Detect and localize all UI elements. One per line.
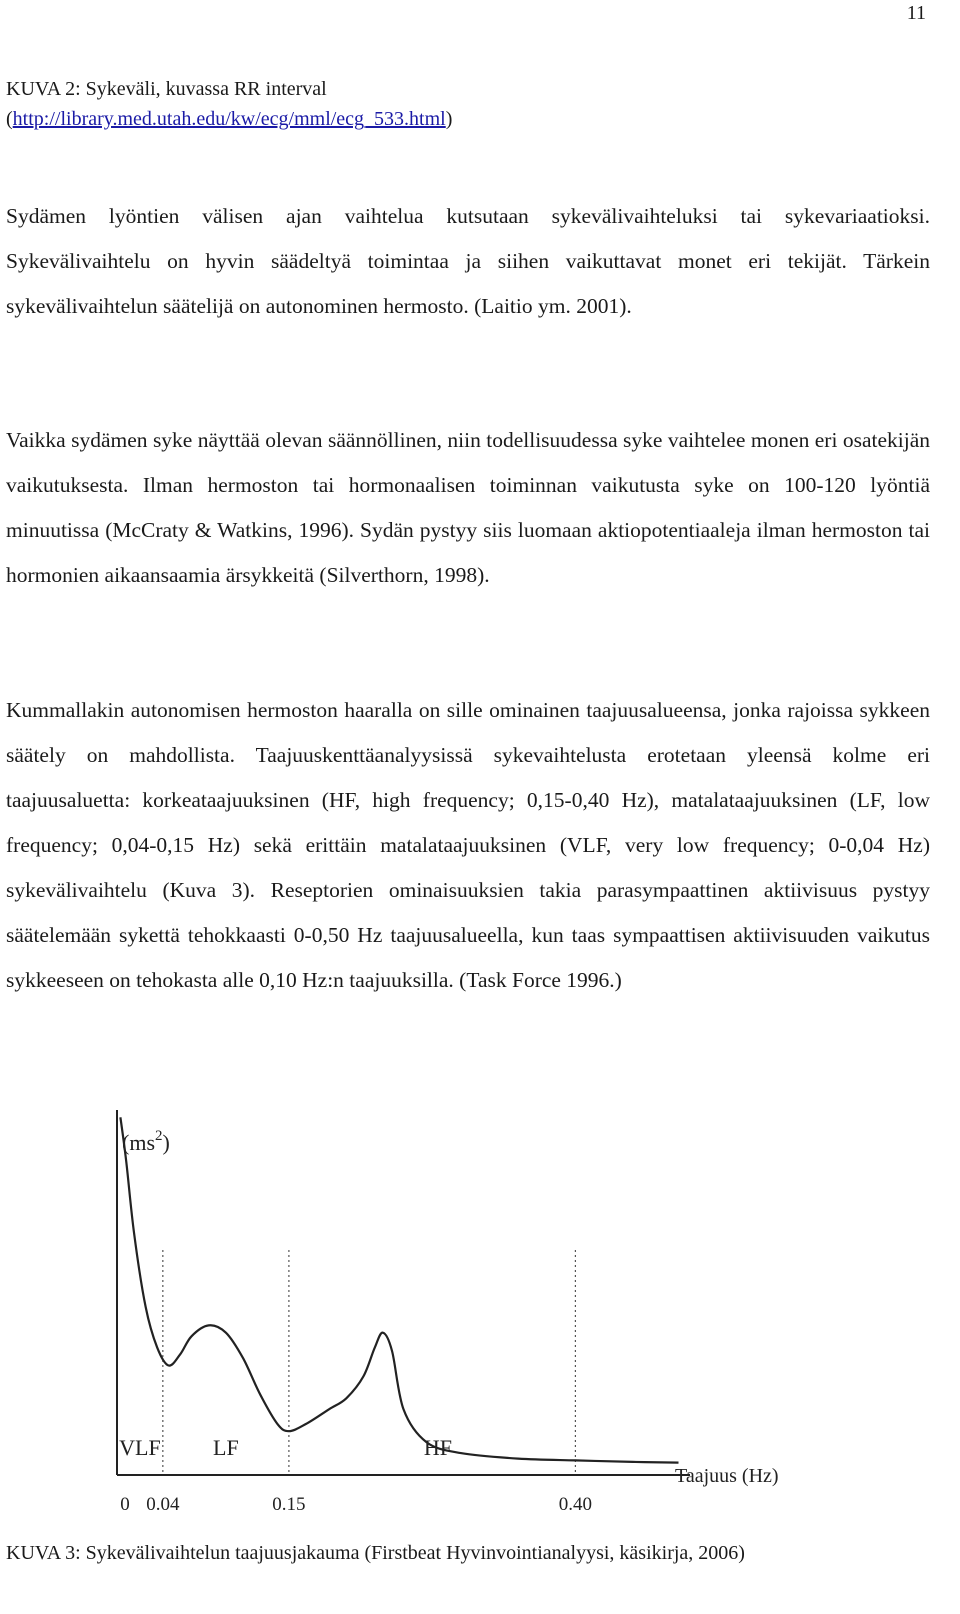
figure-2-caption	[6, 74, 452, 134]
source-link[interactable]: http://library.med.utah.edu/kw/ecg/mml/ecg_533.html	[12, 108, 446, 130]
figure-2-source: (http://library.med.utah.edu/kw/ecg/mml/ecg_533.html)	[6, 108, 453, 130]
figure-2-caption-text: KUVA 2: Sykeväli, kuvassa RR interval	[6, 78, 327, 100]
x-axis-label: Taajuus (Hz)	[675, 1465, 779, 1487]
page-number: 11	[906, 2, 926, 24]
paragraph-1: Sydämen lyöntien välisen ajan vaihtelua kutsutaan sykevälivaihteluksi tai sykevariaatioksi. Sykevälivaihtelu on hyvin säädeltyä toimintaa ja siihen vaikuttavat monet eri tekijät. Tärkein sykevälivaihtelun säätelijä on autonominen hermosto. (Laitio ym. 2001).	[6, 204, 930, 318]
x-tick-label: 0.04	[146, 1494, 180, 1515]
x-tick-label: 0.15	[272, 1494, 306, 1515]
spectrum-curve	[120, 1117, 678, 1462]
axes	[117, 1110, 690, 1475]
band-label-vlf: VLF	[119, 1435, 161, 1460]
x-tick-labels	[120, 1494, 592, 1515]
band-labels	[119, 1435, 452, 1460]
band-label-lf: LF	[213, 1435, 239, 1460]
figure-3-caption: KUVA 3: Sykevälivaihtelun taajuusjakauma (Firstbeat Hyvinvointianalyysi, käsikirja, 2006)	[6, 1542, 745, 1564]
band-label-hf: HF	[423, 1435, 452, 1460]
x-tick-label: 0.40	[558, 1494, 593, 1515]
paragraph-3: Kummallakin autonomisen hermoston haaralla on sille ominainen taajuusalueensa, jonka rajoissa sykkeen säätely on mahdollista. Taajuuskenttäanalyysissä sykevaihtelusta erotetaan yleensä kolme eri taajuusaluetta: korkeataajuuksinen (HF, high frequency; 0,15-0,40 Hz), matalataajuuksinen (LF, low frequency; 0,04-0,15 Hz) sekä erittäin matalataajuuksinen (VLF, very low frequency; 0-0,04 Hz) sykevälivaihtelu (Kuva 3). Reseptorien ominaisuuksien takia parasympaattinen aktiivisuus pystyy säätelemään sykettä tehokkaasti 0-0,50 Hz taajuusalueella, kun taas sympaattisen aktiivisuuden vaikutus sykkeeseen on tehokasta alle 0,10 Hz:n taajuuksilla. (Task Force 1996.)	[6, 698, 930, 992]
y-axis-label: $(ms^2)$	[122, 1128, 170, 1155]
x-tick-label: 0	[120, 1494, 130, 1515]
hrv-frequency-chart	[100, 1110, 840, 1530]
paragraph-2: Vaikka sydämen syke näyttää olevan säännöllinen, niin todellisuudessa syke vaihtelee monen eri osatekijän vaikutuksesta. Ilman hermoston tai hormonaalisen toiminnan vaikutusta syke on 100-120 lyöntiä minuutissa (McCraty & Watkins, 1996). Sydän pystyy siis luomaan aktiopotentiaaleja ilman hermoston tai hormonien aikaansaamia ärsykkeitä (Silverthorn, 1998).	[6, 428, 930, 587]
